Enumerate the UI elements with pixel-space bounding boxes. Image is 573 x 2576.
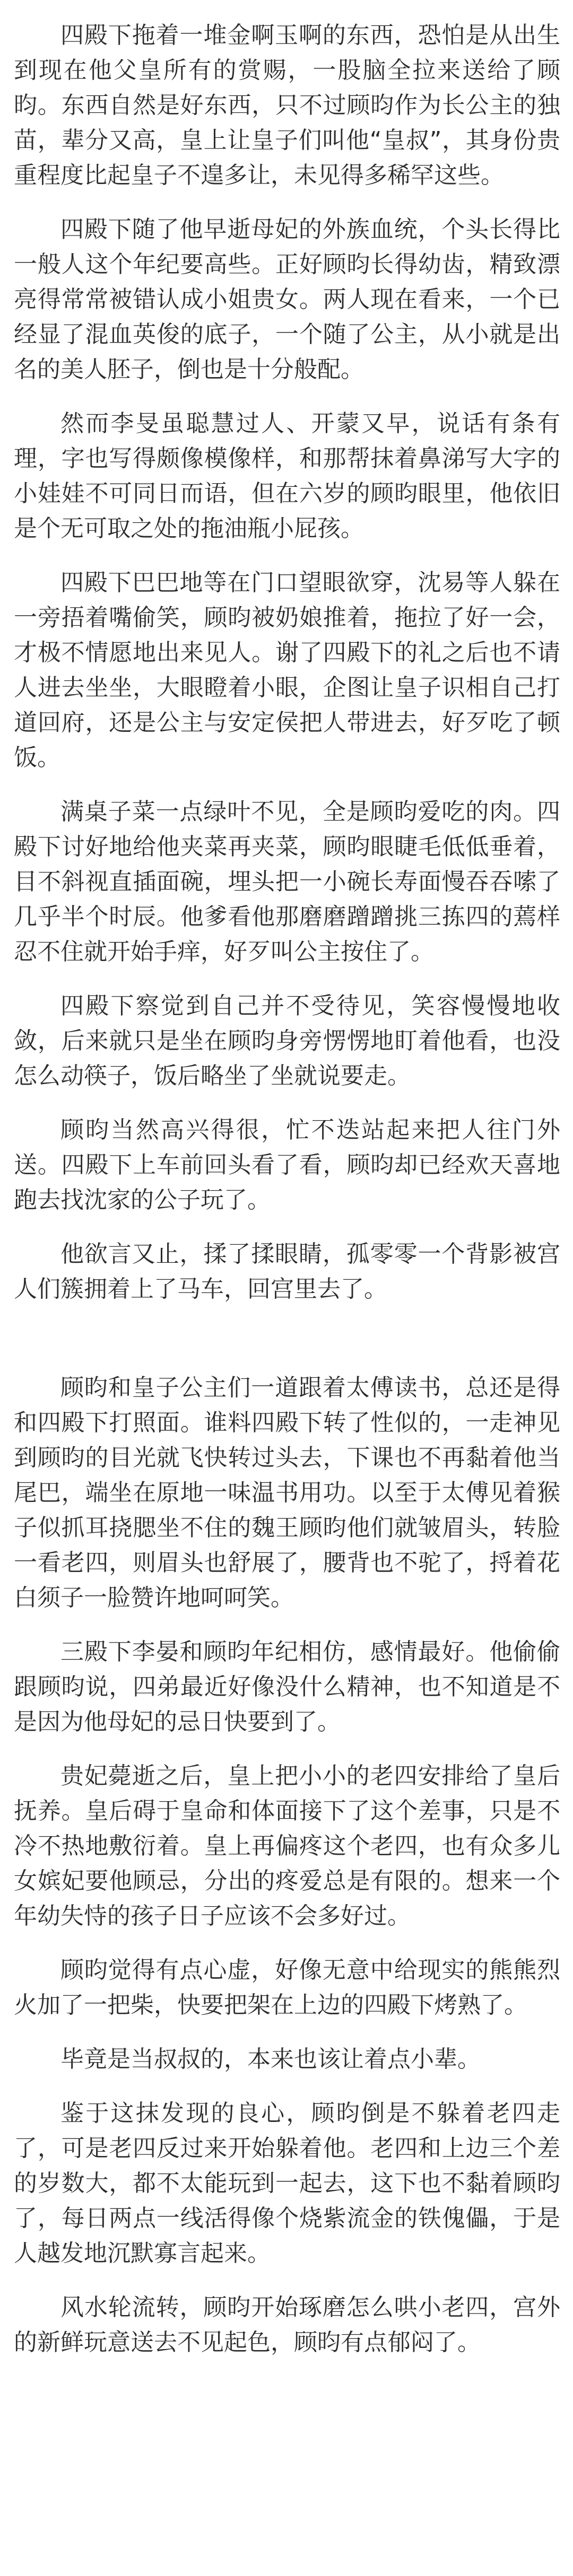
paragraph-gap <box>14 546 560 565</box>
paragraph-8: 他欲言又止，揉了揉眼睛，孤零零一个背影被宫人们簇拥着上了马车，回宫里去了。 <box>14 1241 560 1303</box>
paragraph-12: 顾昀觉得有点心虚，好像无意中给现实的熊熊烈火加了一把柴，快要把架在上边的四殿下烤熟了。 <box>14 1957 560 2019</box>
paragraph-1: 四殿下拖着一堆金啊玉啊的东西，恐怕是从出生到现在他父皇所有的赏赐，一股脑全拉来送给了顾昀。东西自然是好东西，只不过顾昀作为长公主的独苗，辈分又高，皇上让皇子们叫他“皇叔”，其身份贵重程度比起皇子不遑多让，未见得多稀罕这些。 <box>14 22 560 189</box>
paragraph-13: 毕竟是当叔叔的，本来也该让着点小辈。 <box>60 2046 481 2073</box>
paragraph-gap <box>14 775 560 794</box>
paragraph-6: 四殿下察觉到自己并不受待见，笑容慢慢地收敛，后来就只是坐在顾昀身旁愣愣地盯着他看，也没怎么动筷子，饭后略坐了坐就说要走。 <box>14 992 560 1089</box>
paragraph-2: 四殿下随了他早逝母妃的外族血统，个头长得比一般人这个年纪要高些。正好顾昀长得幼齿，精致漂亮得常常被错认成小姐贵女。两人现在看来，一个已经显了混血英俊的底子，一个随了公主，从小就是出名的美人胚子，倒也是十分般配。 <box>14 216 560 383</box>
section-break <box>14 1307 560 1370</box>
paragraph-gap <box>14 1218 560 1237</box>
paragraph-gap <box>14 1934 560 1953</box>
paragraph-gap <box>14 2023 560 2042</box>
paragraph-11: 贵妃薨逝之后，皇上把小小的老四安排给了皇后抚养。皇后碍于皇命和体面接下了这个差事，只是不冷不热地敷衍着。皇上再偏疼这个老四，也有众多儿女嫔妃要他顾忌，分出的疼爱总是有限的。想来一个年幼失恃的孩子日子应该不会多好过。 <box>14 1762 560 1929</box>
paragraph-gap <box>14 970 560 989</box>
paragraph-gap <box>14 2077 560 2096</box>
paragraph-gap <box>14 1094 560 1113</box>
paragraph-gap <box>14 2271 560 2290</box>
paragraph-7: 顾昀当然高兴得很，忙不迭站起来把人往门外送。四殿下上车前回头看了看，顾昀却已经欢天喜地跑去找沈家的公子玩了。 <box>14 1116 560 1213</box>
paragraph-5: 满桌子菜一点绿叶不见，全是顾昀爱吃的肉。四殿下讨好地给他夹菜再夹菜，顾昀眼睫毛低低垂着，目不斜视直插面碗，埋头把一小碗长寿面慢吞吞嗦了几乎半个时辰。他爹看他那磨磨蹭蹭挑三拣四的蔫样忍不住就开始手痒，好歹叫公主按住了。 <box>14 798 560 965</box>
paragraph-gap <box>14 1616 560 1635</box>
paragraph-gap <box>14 387 560 406</box>
paragraph-9: 顾昀和皇子公主们一道跟着太傅读书，总还是得和四殿下打照面。谁料四殿下转了性似的，一走神见到顾昀的目光就飞快转过头去，下课也不再黏着他当尾巴，端坐在原地一味温书用功。以至于太傅见着猴子似抓耳挠腮坐不住的魏王顾昀他们就皱眉头，转脸一看老四，则眉头也舒展了，腰背也不驼了，捋着花白须子一脸赞许地呵呵笑。 <box>14 1374 560 1611</box>
paragraph-gap <box>14 1740 560 1759</box>
paragraph-gap <box>14 193 560 212</box>
paragraph-4: 四殿下巴巴地等在门口望眼欲穿，沈易等人躲在一旁捂着嘴偷笑，顾昀被奶娘推着，拖拉了好一会，才极不情愿地出来见人。谢了四殿下的礼之后也不请人进去坐坐，大眼瞪着小眼，企图让皇子识相自己打道回府，还是公主与安定侯把人带进去，好歹吃了顿饭。 <box>14 569 560 771</box>
paragraph-3: 然而李旻虽聪慧过人、开蒙又早，说话有条有理，字也写得颇像模像样，和那帮抹着鼻涕写大字的小娃娃不可同日而语，但在六岁的顾昀眼里，他依旧是个无可取之处的拖油瓶小屁孩。 <box>14 410 560 542</box>
paragraph-10: 三殿下李晏和顾昀年纪相仿，感情最好。他偷偷跟顾昀说，四弟最近好像没什么精神，也不知道是不是因为他母妃的忌日快要到了。 <box>14 1638 560 1735</box>
paragraph-14: 鉴于这抹发现的良心，顾昀倒是不躲着老四走了，可是老四反过来开始躲着他。老四和上边三个差的岁数大，都不太能玩到一起去，这下也不黏着顾昀了，每日两点一线活得像个烧紫流金的铁傀儡，于是人越发地沉默寡言起来。 <box>14 2100 560 2267</box>
paragraph-15: 风水轮流转，顾昀开始琢磨怎么哄小老四，宫外的新鲜玩意送去不见起色，顾昀有点郁闷了。 <box>14 2294 560 2356</box>
